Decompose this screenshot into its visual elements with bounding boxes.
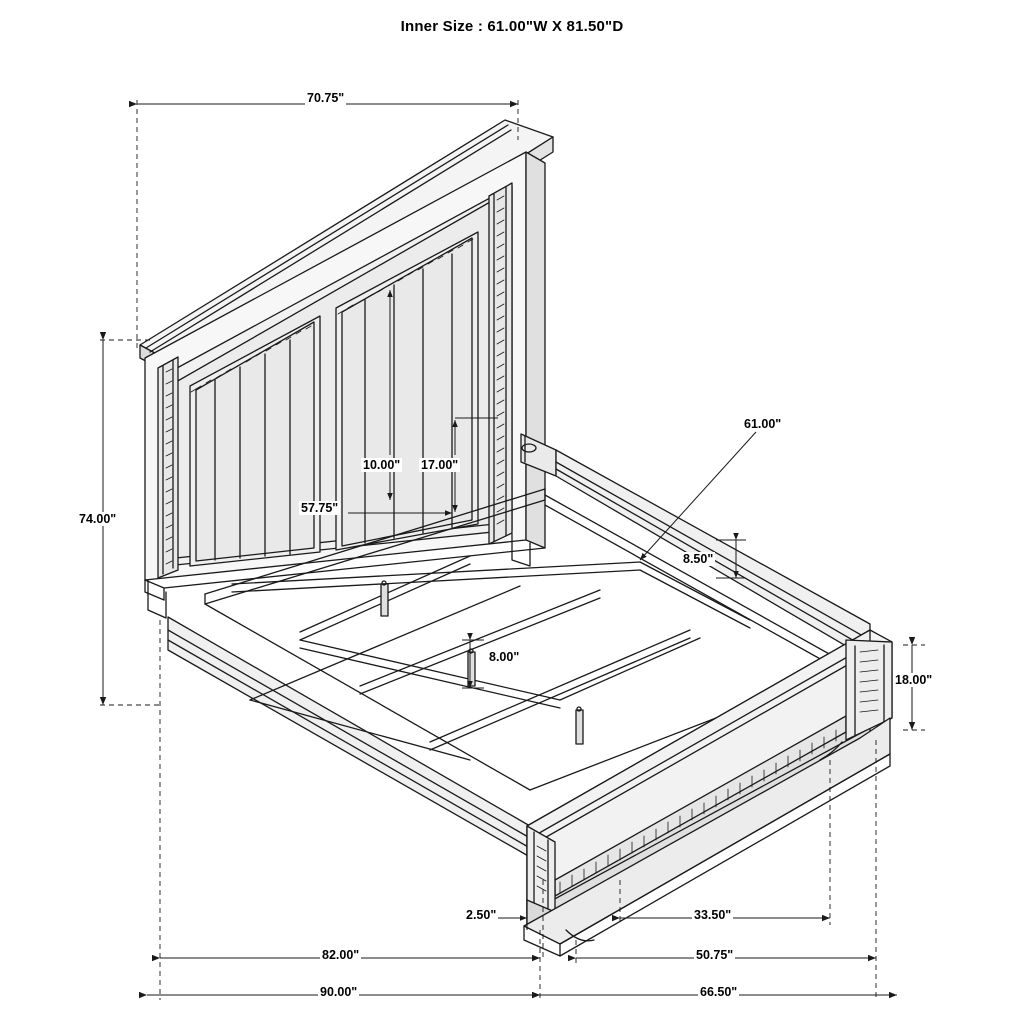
dim-82-00: 82.00" bbox=[322, 948, 360, 962]
dim-61-00: 61.00" bbox=[744, 417, 782, 431]
witness-lines bbox=[100, 100, 925, 1000]
dim-2-50: 2.50" bbox=[466, 908, 497, 922]
dim-66-50: 66.50" bbox=[700, 985, 738, 999]
dim-17-00: 17.00" bbox=[421, 458, 459, 472]
dim-74-00: 74.00" bbox=[79, 512, 117, 526]
page-title: Inner Size : 61.00"W X 81.50"D bbox=[400, 18, 624, 35]
dim-8-00: 8.00" bbox=[489, 650, 520, 664]
dim-8-50: 8.50" bbox=[683, 552, 714, 566]
dim-line-8-00 bbox=[462, 640, 484, 688]
dim-50-75: 50.75" bbox=[696, 948, 734, 962]
dim-90-00: 90.00" bbox=[320, 985, 358, 999]
dim-line-57-75 bbox=[348, 470, 452, 513]
dim-line-61-00 bbox=[640, 432, 756, 560]
dim-line-17-00 bbox=[455, 418, 498, 512]
dim-line-8-50 bbox=[716, 540, 746, 578]
dim-70-75: 70.75" bbox=[307, 91, 345, 105]
dim-10-00: 10.00" bbox=[363, 458, 401, 472]
dim-57-75: 57.75" bbox=[301, 501, 339, 515]
dim-line-2-50 bbox=[497, 912, 527, 930]
dim-18-00: 18.00" bbox=[895, 673, 933, 687]
dim-33-50: 33.50" bbox=[694, 908, 732, 922]
